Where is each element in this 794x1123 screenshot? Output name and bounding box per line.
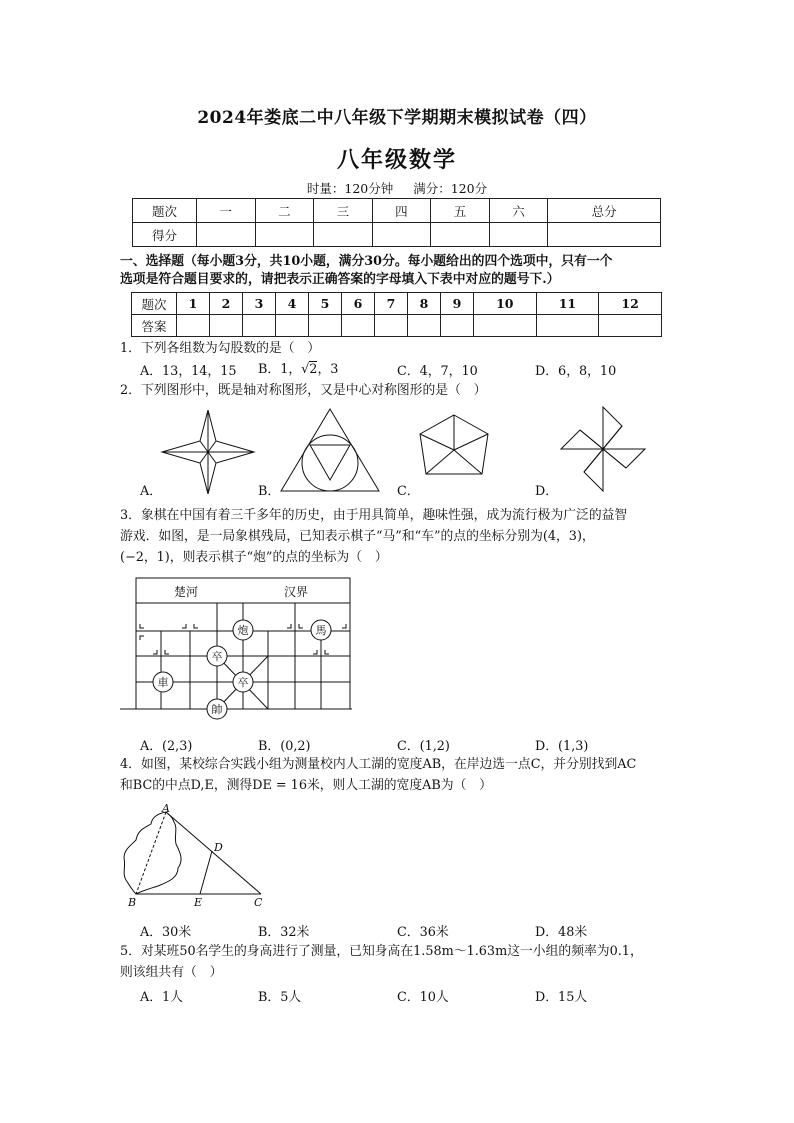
score-entry[interactable]: [372, 223, 431, 247]
q5-option-c: C．10人: [397, 990, 449, 1005]
piece-general: 帥: [211, 703, 223, 716]
q3-option-d: D．(1,3): [535, 739, 589, 754]
river-left-label: 楚河: [174, 585, 199, 599]
q4-option-a: A．30米: [140, 925, 192, 940]
question-number: 4: [276, 293, 309, 315]
answer-entry[interactable]: [177, 315, 210, 337]
score-entry[interactable]: [314, 223, 373, 247]
score-entry[interactable]: [197, 223, 256, 247]
q1-stem: 1．下列各组数为勾股数的是（ ）: [120, 341, 321, 356]
score-cell: 一: [197, 199, 256, 223]
q1-option-c: C．4，7，10: [397, 364, 478, 379]
point-label-d: D: [214, 841, 223, 854]
q3-option-b: B．(0,2): [258, 739, 311, 754]
answer-entry[interactable]: [276, 315, 309, 337]
score-entry[interactable]: [255, 223, 314, 247]
question-number: 3: [243, 293, 276, 315]
score-entry[interactable]: [489, 223, 548, 247]
answer-header-label: 题次: [132, 293, 177, 315]
answer-table: [131, 292, 662, 337]
exam-info: [0, 179, 794, 197]
answer-entry[interactable]: [474, 315, 537, 337]
q1-option-b-radicand: 2: [309, 362, 318, 377]
piece-horse: 馬: [315, 624, 327, 637]
score-cell: 五: [431, 199, 490, 223]
q2-option-c: C．: [397, 484, 420, 499]
q1-option-b: [258, 358, 338, 377]
answer-table-number-row: [132, 293, 662, 315]
answer-entry[interactable]: [441, 315, 474, 337]
score-entry[interactable]: [548, 223, 661, 247]
piece-cannon: 炮: [237, 624, 249, 637]
q2-figure-c: [418, 414, 490, 482]
exam-title: 2024年娄底二中八年级下学期期末模拟试卷（四）: [197, 108, 597, 128]
exam-full-score: 满分：120分: [413, 181, 488, 196]
answer-row-label: 答案: [132, 315, 177, 337]
q4-line1: 4．如图，某校综合实践小组为测量校内人工湖的宽度AB，在岸边选一点C，并分别找到AC: [120, 757, 637, 772]
score-cell: 总分: [548, 199, 661, 223]
sqrt-icon: √: [301, 362, 310, 377]
piece-soldier: 卒: [237, 676, 249, 689]
score-table-header-row: [133, 199, 661, 223]
point-label-b: B: [128, 896, 137, 909]
score-cell: 四: [372, 199, 431, 223]
q4-option-d: D．48米: [535, 925, 588, 940]
point-label-e: E: [194, 896, 203, 909]
q3-line1: 3．象棋在中国有着三千多年的历史，由于用具简单，趣味性强，成为流行极为广泛的益智: [120, 508, 628, 523]
question-number: 5: [309, 293, 342, 315]
q4-option-b: B．32米: [258, 925, 310, 940]
q1-option-a: A．13，14，15: [140, 364, 237, 379]
answer-entry[interactable]: [243, 315, 276, 337]
question-number: 11: [536, 293, 599, 315]
answer-table-answer-row: [132, 315, 662, 337]
piece-chariot: 車: [157, 676, 169, 689]
q2-figure-a: [160, 410, 256, 494]
question-number: 10: [474, 293, 537, 315]
score-cell: 六: [489, 199, 548, 223]
pentagon-icon: [420, 415, 488, 474]
answer-entry[interactable]: [375, 315, 408, 337]
answer-entry[interactable]: [599, 315, 662, 337]
exam-time: 时量：120分钟: [306, 181, 394, 196]
question-number: 2: [210, 293, 243, 315]
score-cell: 二: [255, 199, 314, 223]
piece-soldier: 卒: [211, 650, 223, 663]
q3-line3: (−2，1)，则表示棋子“炮”的点的坐标为（ ）: [120, 550, 388, 565]
score-cell: 三: [314, 199, 373, 223]
q1-option-b-prefix: B．1，: [258, 362, 302, 377]
score-cell: 题次: [133, 199, 197, 223]
answer-entry[interactable]: [408, 315, 441, 337]
q3-line2: 游戏．如图，是一局象棋残局，已知表示棋子“马”和“车”的点的坐标分别为(4，3)，: [120, 529, 595, 544]
answer-entry[interactable]: [309, 315, 342, 337]
question-number: 9: [441, 293, 474, 315]
section1-line2: 选项是符合题目要求的，请把表示正确答案的字母填入下表中对应的题号下.）: [120, 272, 560, 287]
q5-line1: 5．对某班50名学生的身高进行了测量，已知身高在1.58m～1.63m这一小组的频率为0.1，: [120, 944, 643, 959]
q2-option-b: B．: [258, 484, 281, 499]
answer-entry[interactable]: [342, 315, 375, 337]
q3-option-c: C．(1,2): [397, 739, 450, 754]
point-label-c: C: [254, 896, 263, 909]
score-row-label: 得分: [133, 223, 197, 247]
q2-option-a: A．: [140, 484, 163, 499]
q1-option-d: D．6，8，10: [535, 364, 617, 379]
q4-lake-figure: [116, 802, 266, 910]
q4-option-c: C．36米: [397, 925, 449, 940]
score-table-score-row: [133, 223, 661, 247]
q2-option-d: D．: [535, 484, 559, 499]
score-entry[interactable]: [431, 223, 490, 247]
q4-line2: 和BC的中点D,E，测得DE = 16米，则人工湖的宽度AB为（ ）: [120, 778, 492, 793]
answer-entry[interactable]: [536, 315, 599, 337]
q2-figure-d: [560, 406, 646, 492]
river-right-label: 汉界: [284, 585, 309, 599]
pinwheel-icon: [561, 407, 645, 491]
q5-line2: 则该组共有（ ）: [120, 965, 223, 980]
q3-chess-board: [120, 576, 352, 720]
question-number: 12: [599, 293, 662, 315]
score-table: [132, 198, 661, 247]
q5-option-d: D．15人: [535, 990, 588, 1005]
question-number: 1: [177, 293, 210, 315]
q2-stem: 2．下列图形中，既是轴对称图形，又是中心对称图形的是（ ）: [120, 383, 487, 398]
triangle-circle-icon: [281, 409, 379, 491]
q3-option-a: A．(2,3): [140, 739, 193, 754]
question-number: 8: [408, 293, 441, 315]
question-number: 7: [375, 293, 408, 315]
subject-title: 八年级数学: [336, 147, 457, 173]
q5-option-a: A．1人: [140, 990, 183, 1005]
q5-option-b: B．5人: [258, 990, 302, 1005]
answer-entry[interactable]: [210, 315, 243, 337]
question-number: 6: [342, 293, 375, 315]
q2-figure-b: [280, 408, 380, 492]
point-label-a: A: [162, 802, 170, 815]
section1-line1: 一、选择题（每小题3分，共10小题，满分30分。每小题给出的四个选项中，只有一个: [120, 254, 613, 269]
four-point-star-icon: [162, 410, 254, 494]
q1-option-b-suffix: ，3: [317, 362, 339, 377]
